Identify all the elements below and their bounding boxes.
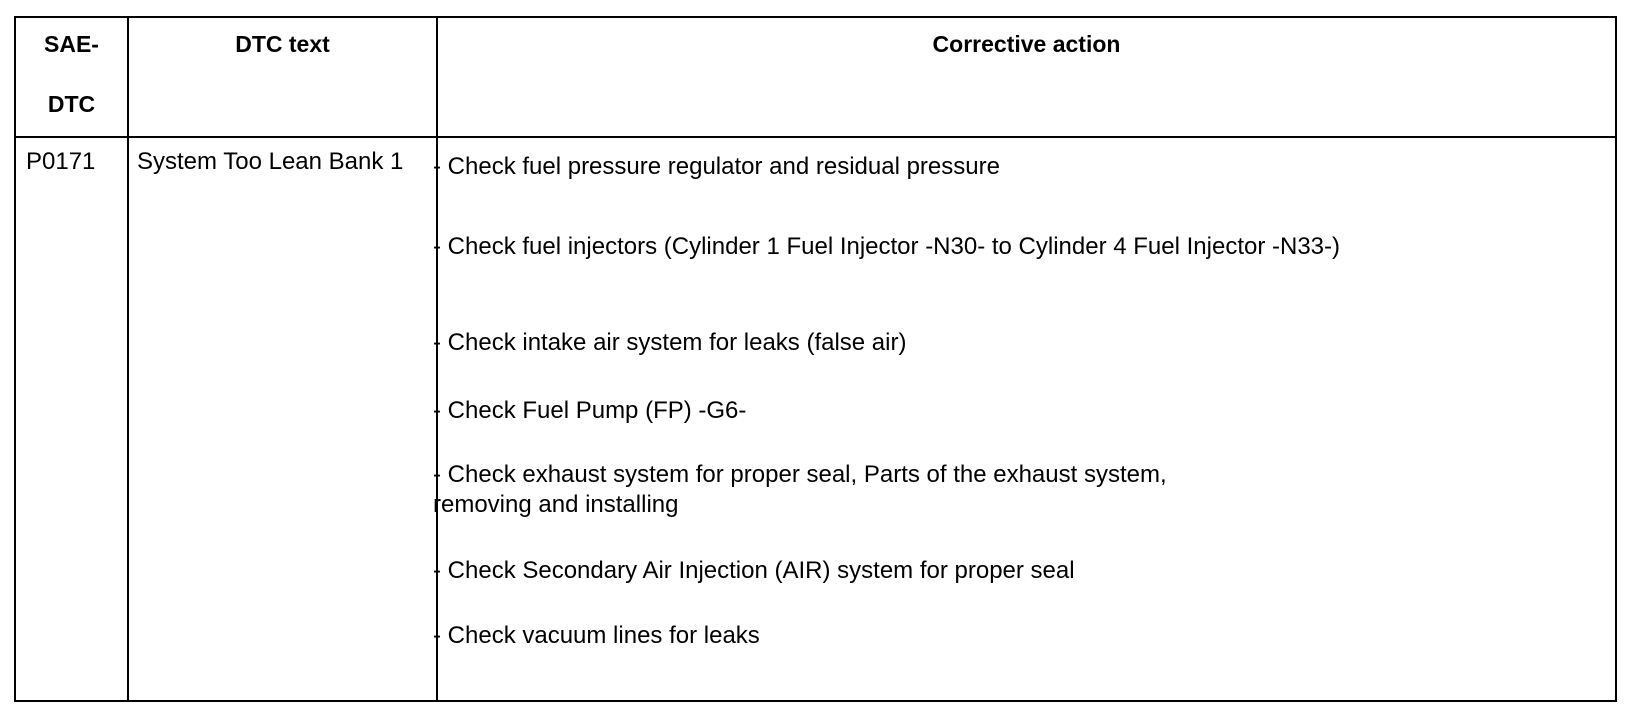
- action-item: - Check exhaust system for proper seal, Parts of the exhaust system,: [433, 461, 1167, 488]
- dtc-description: System Too Lean Bank 1: [137, 148, 404, 175]
- action-item-continuation: removing and installing: [433, 491, 679, 518]
- dtc-code: P0171: [26, 148, 96, 175]
- action-item: - Check fuel injectors (Cylinder 1 Fuel Injector -N30- to Cylinder 4 Fuel Injector -N33-): [433, 233, 1340, 260]
- action-item: - Check intake air system for leaks (false air): [433, 329, 907, 356]
- action-item: - Check fuel pressure regulator and residual pressure: [433, 153, 1000, 180]
- header-dtc-text: DTC text: [235, 31, 330, 57]
- column-divider: [436, 18, 438, 700]
- header-sae-dtc: [16, 30, 127, 118]
- column-divider: [127, 18, 129, 700]
- header-sae-line1: SAE-: [44, 31, 99, 57]
- action-item: - Check Fuel Pump (FP) -G6-: [433, 397, 747, 424]
- action-item: - Check vacuum lines for leaks: [433, 622, 760, 649]
- header-corrective-action: Corrective action: [932, 31, 1121, 57]
- header-divider: [16, 136, 1615, 138]
- dtc-table: [14, 16, 1617, 702]
- header-sae-line2: DTC: [47, 91, 96, 117]
- action-item: - Check Secondary Air Injection (AIR) system for proper seal: [433, 557, 1075, 584]
